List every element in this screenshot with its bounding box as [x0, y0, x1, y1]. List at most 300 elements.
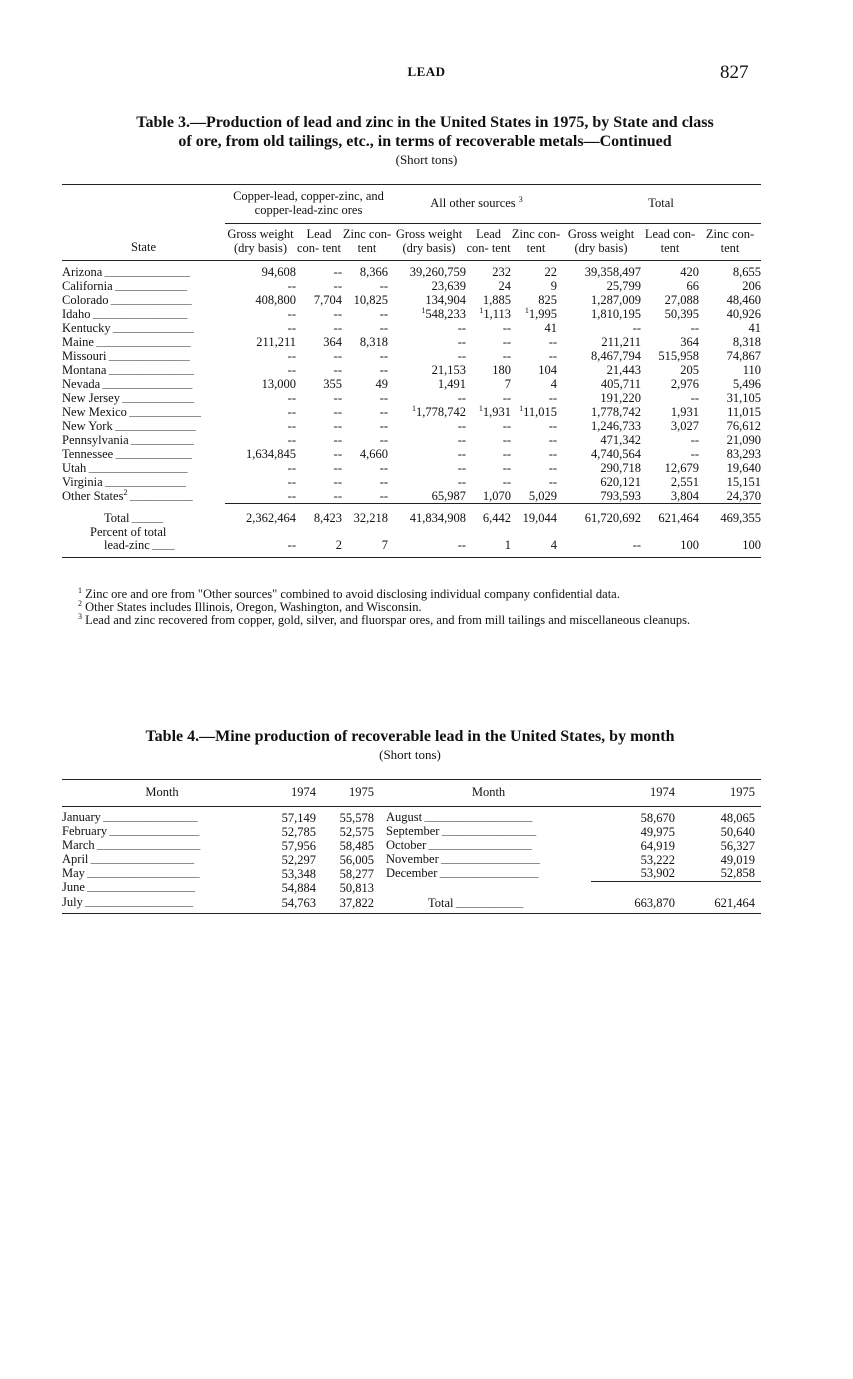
- state-name: Nevada ____________________: [62, 376, 193, 391]
- table-row: [62, 490, 761, 504]
- table-cell: --: [502, 475, 512, 489]
- col-zinc-content: Zinc con- tent: [699, 223, 761, 260]
- table-cell: --: [632, 321, 642, 335]
- table-cell: 48,460: [726, 293, 762, 307]
- table-row: [62, 881, 761, 895]
- value-1975: 48,065: [720, 810, 755, 825]
- table-cell: 13,000: [261, 377, 296, 391]
- table-cell: --: [287, 363, 296, 377]
- percent-cell: 4: [511, 539, 561, 558]
- col-gross-weight: Gross weight (dry basis): [561, 223, 641, 260]
- percent-cell: 100: [641, 539, 699, 558]
- table-cell: 206: [742, 279, 762, 293]
- table-row: [62, 322, 761, 336]
- col-gross-weight: Gross weight (dry basis): [392, 223, 466, 260]
- percent-cell: 7: [342, 539, 392, 558]
- value-1975: 56,327: [720, 838, 755, 853]
- table-cell: 1,885: [482, 293, 512, 307]
- month-name: December ______________________: [386, 866, 539, 880]
- table-cell: --: [690, 433, 700, 447]
- table-cell: 76,612: [726, 419, 762, 433]
- state-name: New Mexico ________________: [62, 404, 202, 419]
- value-1974: 52,297: [281, 852, 316, 867]
- table-row: [62, 434, 761, 448]
- value-1974: 54,884: [281, 880, 316, 895]
- table-cell: 66: [686, 279, 700, 293]
- table-cell: 49: [375, 377, 389, 391]
- table-cell: --: [548, 335, 558, 349]
- table-cell: --: [379, 461, 389, 475]
- table-cell: --: [333, 488, 342, 503]
- table-row: [62, 420, 761, 434]
- table-cell: 205: [680, 363, 700, 377]
- total-cell: 2,362,464: [225, 504, 296, 526]
- table-cell: --: [379, 433, 389, 447]
- table-cell: --: [287, 488, 296, 503]
- table4-body: [62, 807, 761, 914]
- table-row: [62, 476, 761, 490]
- table-cell: --: [548, 475, 558, 489]
- month-name: May _________________________: [62, 866, 200, 880]
- table-row: [62, 406, 761, 420]
- table-cell: 211,211: [256, 335, 296, 349]
- value-1974: 53,222: [640, 852, 675, 867]
- table-cell: $^1$1,931: [478, 403, 512, 419]
- state-name: Kentucky __________________: [62, 320, 194, 335]
- percent-row: [62, 539, 761, 558]
- table-cell: $^1$1,113: [479, 305, 512, 321]
- table-cell: --: [502, 419, 512, 433]
- percent-cell: --: [561, 539, 641, 558]
- table-cell: --: [502, 335, 512, 349]
- table-row: [62, 350, 761, 364]
- table-cell: $^1$548,233: [421, 305, 467, 321]
- value-1975: 37,822: [322, 895, 386, 914]
- table-cell: 1,070: [482, 488, 512, 503]
- table-cell: 41: [748, 321, 762, 335]
- table-cell: 408,800: [255, 293, 296, 307]
- percent-label-row: [62, 526, 761, 539]
- percent-cell: --: [225, 539, 296, 558]
- table-cell: 23,639: [431, 279, 467, 293]
- table-row: [62, 807, 761, 826]
- dot-leader: ________________: [119, 393, 195, 404]
- col-lead-content: Lead con- tent: [466, 223, 511, 260]
- table-cell: --: [333, 419, 342, 433]
- table-cell: 74,867: [726, 349, 762, 363]
- table-cell: 7,704: [313, 293, 342, 307]
- table-cell: 15,151: [726, 475, 762, 489]
- table-cell: --: [287, 433, 296, 447]
- table-cell: 2,976: [670, 377, 700, 391]
- table-cell: --: [333, 363, 342, 377]
- dot-leader: __________________: [110, 323, 194, 334]
- table-cell: --: [333, 391, 342, 405]
- table3: [62, 184, 761, 558]
- table-cell: --: [502, 447, 512, 461]
- table3-units: (Short tons): [395, 152, 458, 167]
- table-cell: 22: [544, 265, 558, 279]
- state-name: Idaho _____________________: [62, 306, 188, 321]
- table-cell: --: [333, 433, 342, 447]
- percent-cell: --: [392, 539, 466, 558]
- month-name: March _______________________: [62, 838, 201, 852]
- table-cell: 2,551: [670, 475, 700, 489]
- value-1974: 54,763: [262, 895, 322, 914]
- table-cell: --: [333, 349, 342, 363]
- table-cell: 21,153: [431, 363, 467, 377]
- dot-leader: ________________: [112, 281, 187, 292]
- group-header-total: Total: [561, 185, 761, 224]
- table-cell: 21,090: [726, 433, 762, 447]
- table-cell: --: [287, 475, 296, 489]
- table-cell: --: [379, 307, 389, 321]
- dot-leader: _________________: [113, 449, 192, 460]
- month-name: July ________________________: [62, 895, 262, 914]
- table-cell: --: [287, 405, 296, 419]
- t4-header-1975: 1975: [681, 780, 761, 807]
- table-cell: $^1$1,778,742: [412, 403, 467, 419]
- table3-title: [60, 113, 790, 151]
- empty-cell: [681, 881, 761, 895]
- total-cell: 8,423: [296, 504, 342, 526]
- table-cell: --: [333, 447, 342, 461]
- t4-header-1975: 1975: [322, 780, 386, 807]
- state-name: Tennessee _________________: [62, 446, 192, 461]
- value-1974: 49,975: [640, 824, 675, 839]
- table-row: [62, 853, 761, 867]
- footnote: $^2$ Other States includes Illinois, Oregon, Washington, and Wisconsin.: [78, 598, 422, 614]
- t4-header-month: Month: [386, 780, 591, 807]
- col-zinc-content: Zinc con- tent: [511, 223, 561, 260]
- table-cell: 12,679: [664, 461, 700, 475]
- table-cell: 24: [498, 279, 512, 293]
- table-row: [62, 462, 761, 476]
- table-cell: --: [690, 321, 700, 335]
- table-cell: 39,358,497: [584, 265, 642, 279]
- table-cell: 8,318: [359, 335, 389, 349]
- running-header: LEAD: [407, 64, 446, 79]
- state-name: Pennsylvania ______________: [62, 432, 194, 447]
- total-label: Total _______________: [386, 895, 591, 914]
- table-row: [62, 294, 761, 308]
- table-cell: --: [333, 405, 342, 419]
- table-cell: $^1$1,995: [524, 305, 558, 321]
- total-cell: 32,218: [342, 504, 392, 526]
- table3-title-line1: Table 3.—Production of lead and zinc in the United States in 1975, by State and class: [136, 114, 714, 131]
- table-cell: 41: [544, 321, 558, 335]
- total-row: [62, 504, 761, 526]
- table4: [62, 779, 761, 914]
- state-name: Arizona ___________________: [62, 264, 191, 279]
- value-1975: 50,640: [720, 824, 755, 839]
- table-cell: --: [333, 265, 342, 279]
- table-cell: 191,220: [600, 391, 642, 405]
- table-cell: 31,105: [726, 391, 762, 405]
- table-cell: 9: [550, 279, 558, 293]
- table-cell: 94,608: [261, 265, 296, 279]
- state-name: Colorado __________________: [62, 292, 192, 307]
- table-cell: --: [457, 321, 467, 335]
- table-cell: --: [287, 419, 296, 433]
- table-cell: 620,121: [600, 475, 642, 489]
- total-cell: 469,355: [699, 504, 761, 526]
- table3-footnotes: [62, 585, 762, 627]
- table-cell: 3,804: [670, 488, 700, 503]
- empty-cell: [386, 881, 591, 895]
- value-1975: 52,858: [720, 866, 755, 881]
- table-cell: 1,246,733: [591, 419, 642, 433]
- total-1975: 621,464: [681, 895, 761, 914]
- table-cell: --: [287, 461, 296, 475]
- table-row: [62, 895, 761, 914]
- percent-cell: 1: [466, 539, 511, 558]
- dot-leader: __________________: [106, 351, 190, 362]
- table-cell: 364: [680, 335, 700, 349]
- table-cell: 1,778,742: [591, 405, 642, 419]
- table-row: [62, 336, 761, 350]
- total-cell: 41,834,908: [392, 504, 466, 526]
- value-1974: 58,670: [640, 810, 675, 825]
- table-cell: --: [548, 461, 558, 475]
- total-cell: 19,044: [511, 504, 561, 526]
- table-cell: --: [502, 391, 512, 405]
- table-cell: 825: [538, 293, 558, 307]
- dot-leader: ___________________: [102, 267, 191, 278]
- table-cell: 24,370: [726, 488, 762, 503]
- footnote: $^3$ Lead and zinc recovered from copper, gold, silver, and fluorspar ores, and from mill tailings and miscellaneous cleanups.: [78, 611, 691, 627]
- percent-label: Percent of total: [90, 524, 167, 539]
- table-cell: 8,467,794: [591, 349, 642, 363]
- month-name: April _______________________: [62, 852, 195, 866]
- table-row: [62, 280, 761, 294]
- state-name: Other States$^2$ ______________: [62, 487, 193, 503]
- table-cell: 7: [504, 377, 512, 391]
- table-cell: --: [457, 391, 467, 405]
- table-cell: 10,825: [353, 293, 389, 307]
- table-cell: 83,293: [726, 447, 762, 461]
- table-cell: 515,958: [658, 349, 700, 363]
- table-cell: --: [502, 349, 512, 363]
- table-cell: --: [690, 391, 700, 405]
- total-cell: 61,720,692: [561, 504, 641, 526]
- footnote: $^1$ Zinc ore and ore from "Other sources" combined to avoid disclosing individual company confidential data.: [78, 585, 620, 601]
- table-cell: 3,027: [670, 419, 700, 433]
- table-cell: 1,491: [437, 377, 467, 391]
- dot-leader: ___________________: [106, 365, 195, 376]
- table-cell: 405,711: [600, 377, 642, 391]
- total-cell: 621,464: [641, 504, 699, 526]
- value-1975: 58,485: [339, 838, 374, 853]
- table-cell: 290,718: [600, 461, 642, 475]
- table-row: [62, 260, 761, 280]
- dot-leader: ______________________: [86, 463, 188, 474]
- table-cell: --: [379, 475, 389, 489]
- state-name: Utah ______________________: [62, 460, 188, 475]
- group-header-other: All other sources $^3$: [392, 185, 561, 224]
- table-cell: --: [333, 321, 342, 335]
- table-cell: --: [457, 419, 467, 433]
- table-cell: --: [502, 461, 512, 475]
- table-cell: --: [548, 419, 558, 433]
- dot-leader: ______________: [127, 491, 193, 502]
- table-cell: 364: [323, 335, 342, 349]
- value-1975: 58,277: [339, 866, 374, 881]
- value-1975: 50,813: [339, 880, 374, 895]
- value-1975: 52,575: [339, 824, 374, 839]
- table-cell: 4,740,564: [591, 447, 642, 461]
- total-1974: 663,870: [591, 895, 681, 914]
- table-cell: 1,810,195: [591, 307, 642, 321]
- table-cell: --: [333, 475, 342, 489]
- percent-cell: 100: [699, 539, 761, 558]
- table4-title: Table 4.—Mine production of recoverable lead in the United States, by month: [145, 728, 675, 745]
- table-cell: --: [457, 349, 467, 363]
- table-cell: 134,904: [425, 293, 467, 307]
- month-name: January _____________________: [62, 810, 198, 824]
- table-cell: 8,655: [732, 265, 762, 279]
- month-name: June ________________________: [62, 880, 196, 894]
- table-row: [62, 839, 761, 853]
- table-cell: 39,260,759: [409, 265, 467, 279]
- table-cell: --: [379, 405, 389, 419]
- table-cell: --: [548, 433, 558, 447]
- table-cell: 25,799: [606, 279, 642, 293]
- table-cell: 471,342: [600, 433, 642, 447]
- table3-title-line2: of ore, from old tailings, etc., in terms of recoverable metals—Continued: [178, 133, 672, 150]
- state-name: New York __________________: [62, 418, 196, 433]
- table-cell: --: [379, 391, 389, 405]
- table-cell: --: [333, 307, 342, 321]
- table-cell: 65,987: [431, 488, 467, 503]
- page-number: 827: [720, 62, 749, 83]
- month-name: August ________________________: [386, 810, 533, 824]
- value-1974: 53,902: [640, 866, 675, 881]
- table-cell: --: [379, 363, 389, 377]
- table-cell: --: [379, 419, 389, 433]
- table-cell: --: [548, 391, 558, 405]
- table-cell: --: [457, 447, 467, 461]
- table-cell: --: [379, 321, 389, 335]
- month-name: November ______________________: [386, 852, 541, 866]
- table-cell: 232: [492, 265, 512, 279]
- table-row: [62, 308, 761, 322]
- table-cell: --: [548, 447, 558, 461]
- table-cell: 110: [742, 363, 762, 377]
- table-cell: --: [287, 349, 296, 363]
- state-name: New Jersey ________________: [62, 390, 195, 405]
- table-cell: 793,593: [600, 488, 642, 503]
- value-1975: 49,019: [720, 852, 755, 867]
- month-name: September _____________________: [386, 824, 537, 838]
- table-row: [62, 825, 761, 839]
- dot-leader: __________________: [102, 477, 186, 488]
- t4-header-1974: 1974: [262, 780, 322, 807]
- table-cell: --: [333, 461, 342, 475]
- empty-cell: [591, 881, 681, 895]
- col-lead-content: Lead con- tent: [641, 223, 699, 260]
- state-name: Virginia __________________: [62, 474, 186, 489]
- value-1974: 57,956: [281, 838, 316, 853]
- state-name: Montana ___________________: [62, 362, 195, 377]
- table-cell: 1,931: [670, 405, 700, 419]
- table-row: [62, 867, 761, 881]
- table-cell: 19,640: [726, 461, 762, 475]
- table-cell: $^1$11,015: [519, 403, 558, 419]
- table-row: [62, 448, 761, 462]
- table-cell: 104: [538, 363, 558, 377]
- table-cell: 420: [680, 265, 700, 279]
- table-cell: 50,395: [664, 307, 700, 321]
- value-1974: 52,785: [281, 824, 316, 839]
- table-cell: --: [457, 433, 467, 447]
- state-header: State: [62, 185, 225, 261]
- table-cell: --: [379, 279, 389, 293]
- dot-leader: _____________________: [93, 337, 191, 348]
- table-cell: --: [502, 433, 512, 447]
- col-zinc-content: Zinc con- tent: [342, 223, 392, 260]
- dot-leader: __________________: [112, 421, 196, 432]
- table-cell: --: [457, 461, 467, 475]
- dot-leader: ____________________: [100, 379, 193, 390]
- table-cell: --: [287, 391, 296, 405]
- dot-leader: _____________________: [90, 309, 188, 320]
- total-label: Total _______: [104, 510, 164, 525]
- table-cell: 355: [323, 377, 342, 391]
- table-cell: --: [690, 447, 700, 461]
- table-cell: 27,088: [664, 293, 700, 307]
- table-row: [62, 364, 761, 378]
- table-cell: --: [457, 475, 467, 489]
- table-cell: --: [287, 307, 296, 321]
- table-cell: 180: [492, 363, 512, 377]
- col-lead-content: Lead con- tent: [296, 223, 342, 260]
- table-cell: 4,660: [359, 447, 389, 461]
- t4-header-month: Month: [62, 780, 262, 807]
- table-cell: 11,015: [727, 405, 762, 419]
- table-cell: 1,634,845: [246, 447, 296, 461]
- table-cell: 1,287,009: [591, 293, 642, 307]
- table-row: [62, 378, 761, 392]
- table3-body: [62, 260, 761, 557]
- percent-cell: 2: [296, 539, 342, 558]
- table-cell: --: [379, 488, 389, 503]
- table-cell: --: [457, 335, 467, 349]
- table-cell: 21,443: [606, 363, 642, 377]
- table4-units: (Short tons): [379, 747, 441, 762]
- table-cell: --: [379, 349, 389, 363]
- table-cell: 40,926: [726, 307, 762, 321]
- state-name: Missouri __________________: [62, 348, 190, 363]
- t4-header-1974: 1974: [591, 780, 681, 807]
- value-1975: 55,578: [339, 810, 374, 825]
- state-name: California ________________: [62, 278, 187, 293]
- percent-label: lead-zinc _____: [62, 539, 225, 558]
- table-cell: 4: [550, 377, 558, 391]
- dot-leader: ________________: [126, 407, 202, 418]
- dot-leader: __________________: [108, 295, 192, 306]
- total-cell: 6,442: [466, 504, 511, 526]
- table-cell: --: [287, 279, 296, 293]
- table-cell: --: [287, 321, 296, 335]
- table-cell: --: [502, 321, 512, 335]
- table-cell: --: [548, 349, 558, 363]
- value-1975: 56,005: [339, 852, 374, 867]
- state-name: Maine _____________________: [62, 334, 191, 349]
- table-cell: 8,318: [732, 335, 762, 349]
- table-cell: --: [333, 279, 342, 293]
- table-cell: 5,029: [528, 488, 558, 503]
